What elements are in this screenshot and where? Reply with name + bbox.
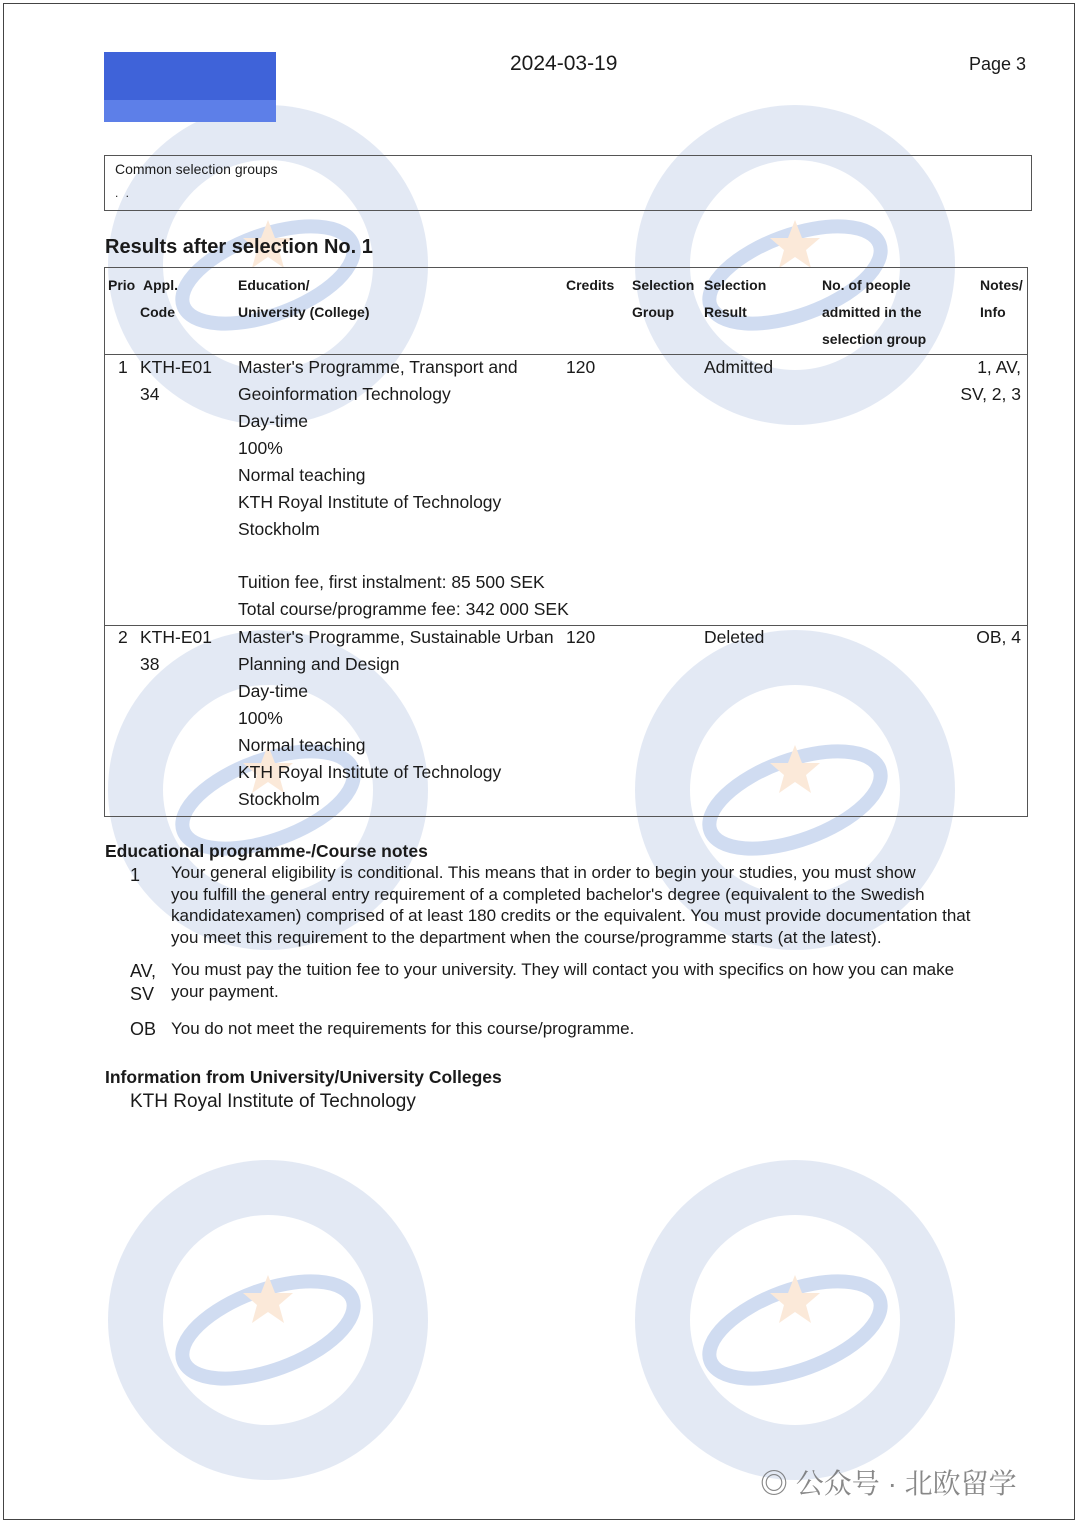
common-selection-dots: . . (115, 186, 132, 200)
note-line: Your general eligibility is conditional. This means that in order to begin your studies, you must show (171, 863, 916, 882)
row1-education-line: Normal teaching (238, 465, 366, 485)
note-line: you meet this requirement to the department when the course/programme starts (at the latest). (171, 927, 882, 947)
header-credits: Credits (566, 277, 615, 293)
row1-credits: 120 (566, 357, 596, 377)
row2-result: Deleted (704, 627, 765, 647)
note-line: your payment. (171, 981, 279, 1001)
row2-code-suffix: 38 (140, 654, 160, 674)
row2-education-line: Planning and Design (238, 654, 400, 674)
header-university: University (College) (238, 304, 370, 320)
header-admitted-2: admitted in the (822, 304, 922, 320)
note-key: SV (130, 984, 155, 1004)
row1-code: KTH-E01 (140, 357, 212, 377)
note-text (171, 1018, 1031, 1040)
note-key: OB (130, 1019, 157, 1039)
row2-education-line: Normal teaching (238, 735, 366, 755)
note-key: 1 (130, 865, 141, 885)
header-info: Info (980, 304, 1006, 320)
row2-education-line: KTH Royal Institute of Technology (238, 762, 502, 782)
header-code: Code (140, 304, 175, 320)
info-university: KTH Royal Institute of Technology (130, 1091, 416, 1112)
footer-watermark (760, 1462, 1017, 1502)
wechat-icon: ◎ (760, 1468, 789, 1499)
row2-education-line: 100% (238, 708, 283, 728)
results-title: Results after selection No. 1 (105, 236, 373, 258)
row1-education-line: Master's Programme, Transport and (238, 357, 518, 377)
notes-title: Educational programme-/Course notes (105, 841, 428, 861)
header-admitted-3: selection group (822, 331, 927, 347)
footer-watermark-text: 公众号 · 北欧留学 (795, 1468, 1017, 1499)
redacted-logo-block (104, 52, 276, 122)
document-date: 2024-03-19 (510, 52, 618, 75)
row2-credits: 120 (566, 627, 596, 647)
row1-education-line: Day-time (238, 411, 309, 431)
row2-notes: OB, 4 (976, 627, 1021, 647)
row1-education-line: Geoinformation Technology (238, 384, 451, 404)
header-selection-result: Selection (704, 277, 767, 293)
page-number: Page 3 (969, 54, 1027, 74)
note-line: You must pay the tuition fee to your university. They will contact you with specifics on how you can make (171, 960, 955, 979)
header-prio: Prio (108, 277, 136, 293)
header-education: Education/ (238, 277, 310, 293)
header-admitted-1: No. of people (822, 277, 911, 293)
row1-tuition-total: Total course/programme fee: 342 000 SEK (238, 599, 569, 619)
info-title: Information from University/University Colleges (105, 1067, 502, 1087)
row2-education-line: Master's Programme, Sustainable Urban (238, 627, 554, 647)
row1-education-line: 100% (238, 438, 283, 458)
row1-prio: 1 (118, 357, 128, 377)
row2-education-line: Day-time (238, 681, 309, 701)
header-group: Group (632, 304, 674, 320)
watermark-seal-icon (630, 1155, 960, 1485)
row1-result: Admitted (704, 357, 774, 377)
header-appl: Appl. (143, 277, 178, 293)
row1-tuition-first: Tuition fee, first instalment: 85 500 SEK (238, 572, 545, 592)
row1-notes: 1, AV, (977, 357, 1021, 377)
note-text (171, 862, 1031, 948)
note-text (171, 959, 1031, 1002)
row2-education-line: Stockholm (238, 789, 320, 809)
row1-education-line: Stockholm (238, 519, 320, 539)
watermark-seal-icon (103, 1155, 433, 1485)
header-selection-group: Selection (632, 277, 695, 293)
common-selection-box (104, 155, 1032, 211)
row1-code-suffix: 34 (140, 384, 160, 404)
common-selection-label: Common selection groups (115, 161, 278, 177)
note-line: kandidatexamen) comprised of at least 180 credits or the equivalent. You must provide documentation that (171, 906, 971, 925)
row1-notes-2: SV, 2, 3 (960, 384, 1021, 404)
header-notes: Notes/ (980, 277, 1023, 293)
row2-code: KTH-E01 (140, 627, 212, 647)
note-line: you fulfill the general entry requirement of a completed bachelor's degree (equivalent to the Swedish (171, 884, 925, 904)
note-key: AV, (130, 961, 157, 981)
header-result: Result (704, 304, 747, 320)
row2-prio: 2 (118, 627, 128, 647)
row1-education-line: KTH Royal Institute of Technology (238, 492, 502, 512)
note-line: You do not meet the requirements for this course/programme. (171, 1019, 635, 1038)
